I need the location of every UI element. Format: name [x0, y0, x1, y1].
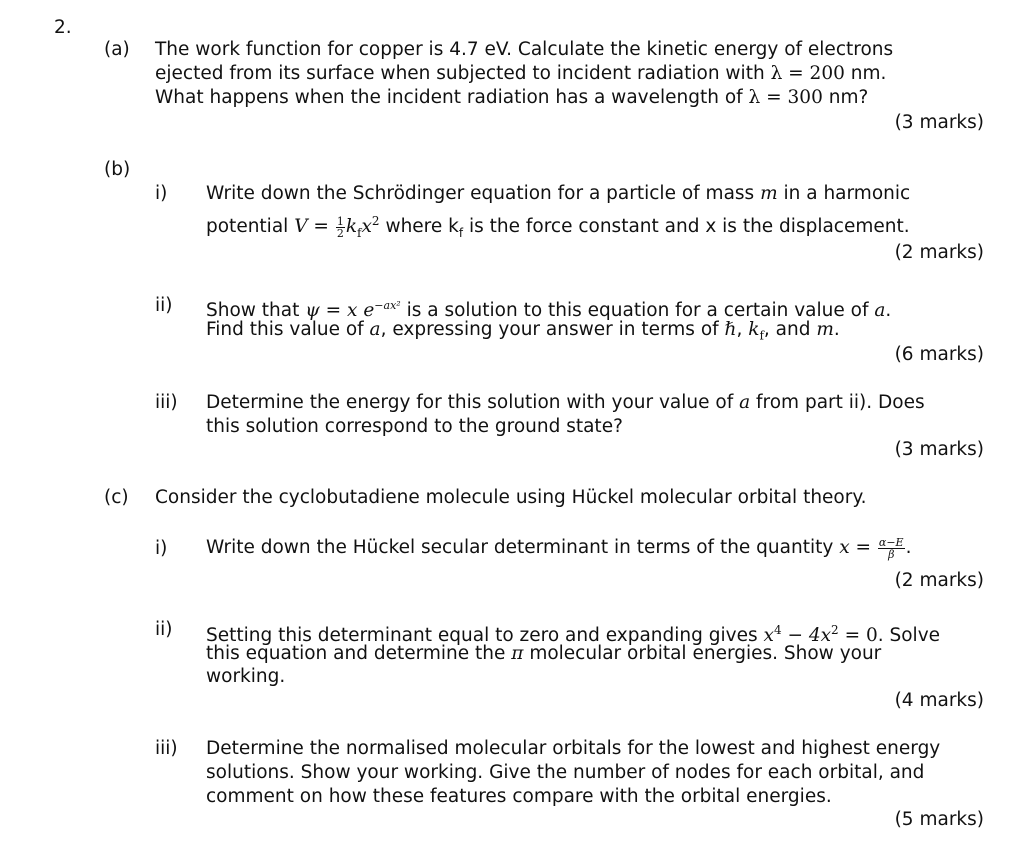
part-a-line-3-unit: nm? — [822, 87, 869, 108]
half-numerator: 1 — [336, 214, 344, 228]
part-c-ii-label: ii) — [155, 619, 173, 640]
period-3: . — [905, 537, 912, 558]
part-b-label: (b) — [104, 159, 131, 180]
find-value-text: Find this value of — [206, 319, 370, 340]
part-c-i-label: i) — [155, 538, 168, 559]
part-b-iii-marks: (3 marks) — [894, 439, 984, 460]
show-that-text: Show that — [206, 300, 306, 322]
polynomial-equals-zero: = 0 — [838, 625, 878, 647]
part-c-iii-line-1: Determine the normalised molecular orbitals for the lowest and highest energy — [206, 738, 941, 759]
huckel-determinant-text: Write down the Hückel secular determinant in terms of the quantity — [206, 537, 840, 558]
part-b-i-line-1 — [206, 182, 910, 206]
part-a-line-3 — [155, 86, 868, 110]
part-a-wavelength-300: λ = 300 — [748, 87, 823, 108]
kf-symbol: k — [748, 319, 760, 340]
mo-energies-text: molecular orbital energies. Show your — [523, 643, 882, 664]
polynomial-exp-4: 4 — [773, 623, 782, 637]
part-b-ii-label: ii) — [155, 295, 173, 316]
part-c-i-marks: (2 marks) — [894, 570, 984, 591]
part-c-label: (c) — [104, 487, 129, 508]
where-kf-text: where k — [379, 216, 459, 238]
part-a-marks: (3 marks) — [894, 112, 984, 133]
part-c-iii-line-3: comment on how these features compare with the orbital energies. — [206, 786, 832, 807]
x-fraction-numerator: α−E — [878, 535, 904, 549]
part-a-line-3-text: What happens when the incident radiation has a wavelength of — [155, 87, 749, 108]
part-a-label: (a) — [104, 39, 130, 60]
part-c-iii-line-2: solutions. Show your working. Give the number of nodes for each orbital, and — [206, 762, 925, 783]
question-number: 2. — [54, 17, 72, 38]
x-fraction — [878, 537, 905, 560]
part-a-line-2-text: ejected from its surface when subjected to incident radiation with — [155, 63, 771, 84]
determine-pi-text: this equation and determine the — [206, 643, 512, 664]
from-part-text: from part ii). Does — [750, 392, 925, 413]
part-b-iii-line-2: this solution correspond to the ground state? — [206, 416, 623, 437]
and-text: , and — [763, 319, 817, 340]
solve-text: . Solve — [877, 625, 941, 647]
part-b-i-marks: (2 marks) — [894, 242, 984, 263]
x-fraction-denominator: β — [888, 547, 895, 561]
mass-symbol-2: m — [816, 319, 834, 340]
kf-symbol-subscript: f — [759, 328, 764, 343]
part-c-iii-marks: (5 marks) — [894, 809, 984, 830]
a-symbol-3: a — [739, 392, 751, 413]
displacement-symbol: x — [361, 216, 372, 238]
part-a-line-2-unit: nm. — [844, 63, 887, 84]
part-c-intro: Consider the cyclobutadiene molecule using Hückel molecular orbital theory. — [155, 487, 867, 508]
polynomial-x: x — [763, 625, 774, 647]
wavefunction-exponent: −ax² — [374, 299, 401, 312]
part-b-i-label: i) — [155, 183, 168, 204]
part-b-ii-line-2 — [206, 318, 840, 348]
period: . — [885, 300, 892, 322]
part-a-wavelength-200: λ = 200 — [770, 63, 845, 84]
part-b-i-line-1-text: Write down the Schrödinger equation for a particle of mass — [206, 183, 761, 204]
wavefunction-expression: ψ = x e — [305, 300, 375, 322]
part-c-ii-line-2 — [206, 642, 881, 666]
comma: , — [736, 319, 749, 340]
displacement-exponent: 2 — [371, 214, 380, 228]
force-constant-symbol: k — [345, 216, 358, 238]
pi-symbol: π — [511, 643, 524, 664]
part-b-iii-label: iii) — [155, 392, 178, 413]
potential-word: potential — [206, 216, 295, 238]
period-2: . — [833, 319, 840, 340]
part-c-ii-marks: (4 marks) — [894, 690, 984, 711]
setting-determinant-text: Setting this determinant equal to zero and expanding gives — [206, 625, 764, 647]
polynomial-minus-4x: − 4x — [781, 625, 832, 647]
determine-energy-text: Determine the energy for this solution with your value of — [206, 392, 740, 413]
hbar-symbol: ℏ — [724, 319, 737, 340]
kf-subscript: f — [458, 225, 464, 240]
mass-symbol: m — [760, 183, 778, 204]
potential-symbol: V = — [294, 216, 335, 238]
part-c-ii-line-3: working. — [206, 666, 286, 687]
part-b-i-line-2-end: is the force constant and x is the displacement. — [463, 216, 910, 238]
force-constant-subscript: f — [357, 225, 362, 240]
half-fraction — [336, 216, 345, 239]
polynomial-exp-2: 2 — [831, 623, 839, 637]
a-symbol: a — [874, 300, 886, 322]
part-c-i-line — [206, 532, 911, 564]
expressing-text: , expressing your answer in terms of — [380, 319, 725, 340]
part-b-iii-line-1 — [206, 391, 925, 415]
part-a-line-1: The work function for copper is 4.7 eV. Calculate the kinetic energy of electrons — [155, 39, 894, 60]
part-b-ii-line-1-text: is a solution to this equation for a certain value of — [400, 300, 875, 322]
a-symbol-2: a — [369, 319, 381, 340]
part-a-line-2 — [155, 62, 886, 86]
x-equals: x = — [839, 537, 877, 558]
part-b-i-line-2 — [206, 206, 910, 248]
part-c-iii-label: iii) — [155, 738, 178, 759]
part-b-ii-marks: (6 marks) — [894, 344, 984, 365]
part-b-i-line-1-end: in a harmonic — [777, 183, 911, 204]
half-denominator: 2 — [336, 226, 344, 240]
